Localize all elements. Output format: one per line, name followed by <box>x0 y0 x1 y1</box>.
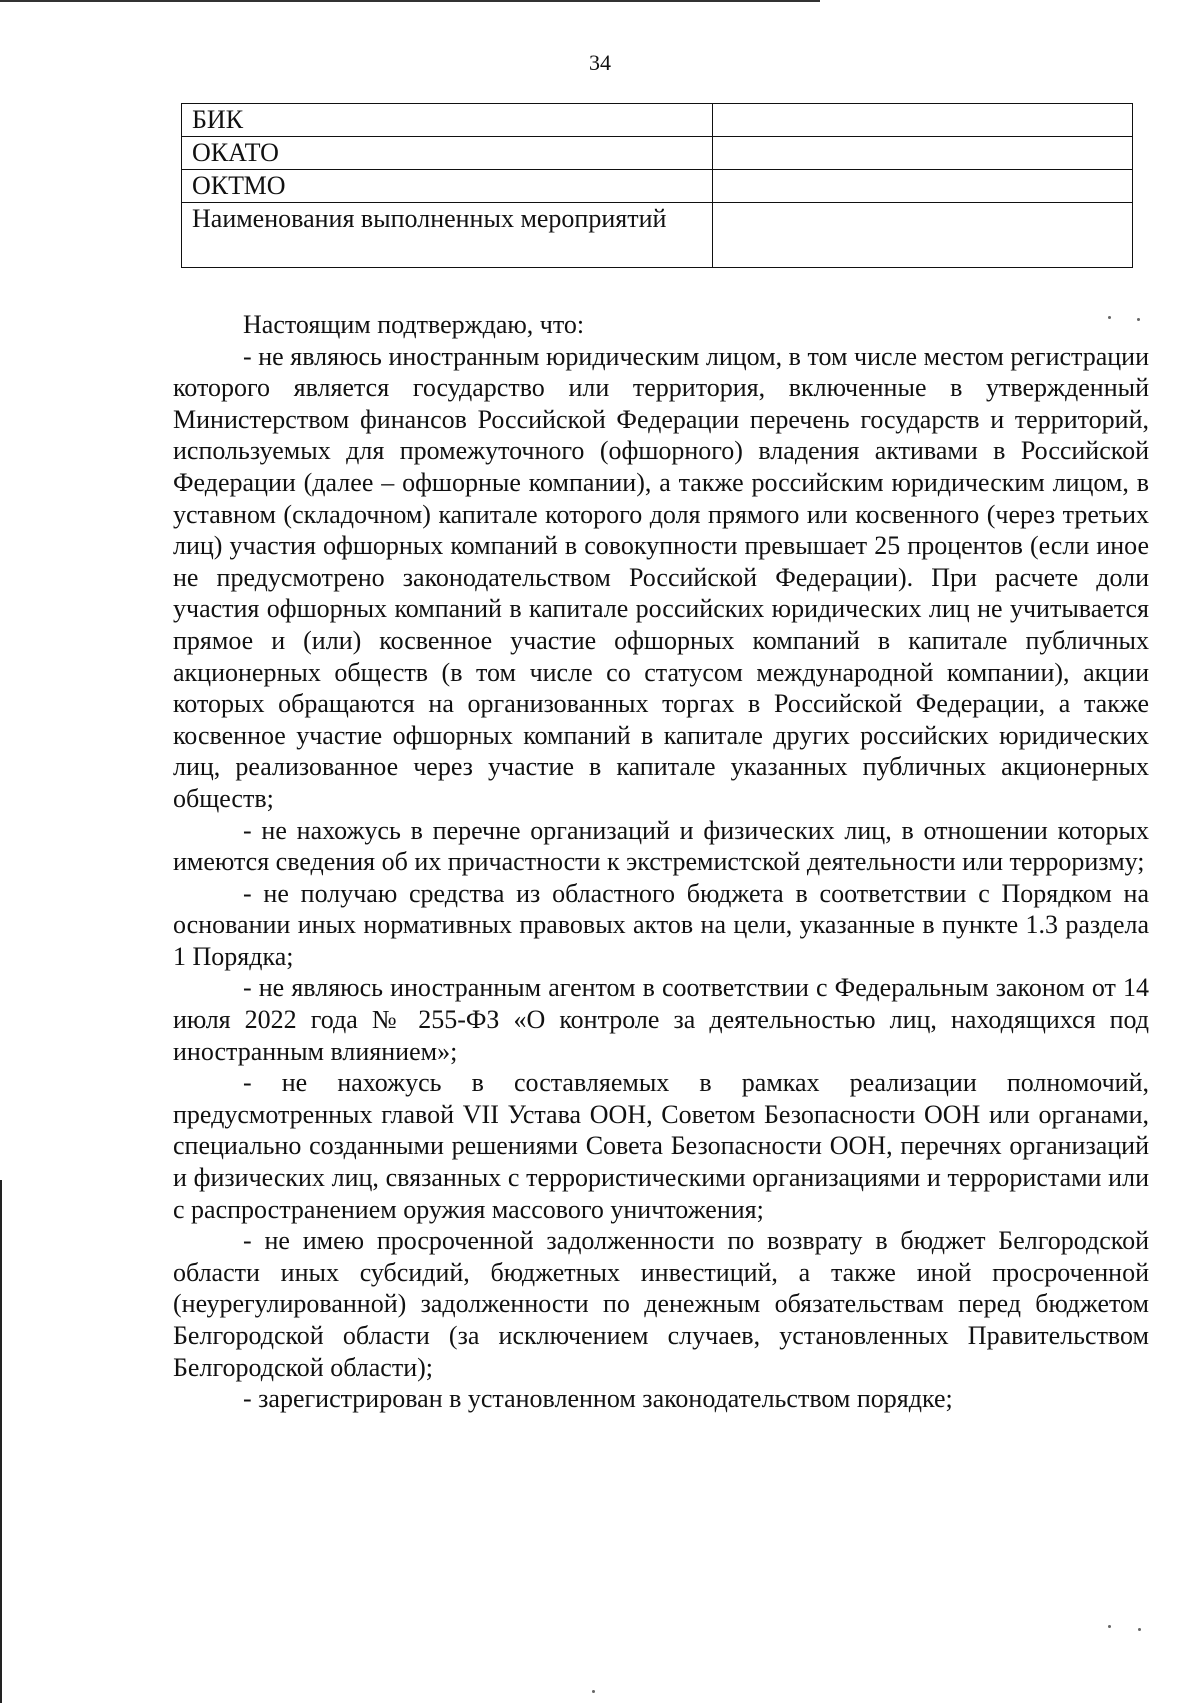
table-cell-value <box>713 170 1133 203</box>
table-cell-label: ОКАТО <box>182 137 713 170</box>
declaration-item-foreign-agent: - не являюсь иностранным агентом в соответствии с Федеральным законом от 14 июля 2022 года № 255-ФЗ «О контроле за деятельностью лиц, находящихся под иностранным влиянием»; <box>173 973 1149 1066</box>
table-cell-label: Наименования выполненных мероприятий <box>182 203 713 268</box>
table-row <box>182 137 1133 170</box>
table-cell-value <box>713 137 1133 170</box>
declaration-item-un-lists: - не нахожусь в составляемых в рамках реализации полномочий, предусмотренных главой VII Устава ООН, Советом Безопасности ООН или органами, специально созданными решениями Совета Безопасности ООН, перечнях организаций и физических лиц, связанных с террористическими организациями и террористами или с распространением оружия массового уничтожения; <box>173 1068 1149 1224</box>
scan-speck <box>1138 1628 1141 1631</box>
table-cell-value <box>713 104 1133 137</box>
table-cell-label: ОКТМО <box>182 170 713 203</box>
table-row <box>182 104 1133 137</box>
declaration-item-debt: - не имею просроченной задолженности по возврату в бюджет Белгородской области иных субсидий, бюджетных инвестиций, а также иной просроченной (неурегулированной) задолженности по денежным обязательствам перед бюджетом Белгородской области (за исключением случаев, установленных Правительством Белгородской области); <box>173 1226 1149 1382</box>
scan-speck <box>1108 316 1111 319</box>
declaration-item-extremism: - не нахожусь в перечне организаций и физических лиц, в отношении которых имеются сведения об их причастности к экстремистской деятельности или терроризму; <box>173 815 1149 877</box>
requisites-table <box>181 103 1133 268</box>
table-row <box>182 203 1133 268</box>
table-cell-label: БИК <box>182 104 713 137</box>
declaration-item-offshore: - не являюсь иностранным юридическим лицом, в том числе местом регистрации которого является государство или территория, включенные в утвержденный Министерством финансов Российской Федерации перечень государств и территорий, используемых для промежуточного (офшорного) владения активами в Российской Федерации (далее – офшорные компании), а также российским юридическим лицом, в уставном (складочном) капитале которого доля прямого или косвенного (через третьих лиц) участия офшорных компаний в совокупности превышает 25 процентов (если иное не предусмотрено законодательством Российской Федерации). При расчете доли участия офшорных компаний в капитале российских юридических лиц не учитывается прямое и (или) косвенное участие офшорных компаний в капитале публичных акционерных обществ (в том числе со статусом международной компании), акции которых обращаются на организованных торгах в Российской Федерации, а также косвенное участие офшорных компаний в капитале других российских юридических лиц, реализованное через участие в капитале указанных публичных акционерных обществ; <box>173 341 1149 813</box>
table-cell-value <box>713 203 1133 268</box>
declaration-item-registered: - зарегистрирован в установленном законодательством порядке; <box>243 1384 953 1414</box>
declaration-body <box>173 309 1149 1415</box>
page-number: 34 <box>589 50 611 75</box>
declaration-item-budget-funds: - не получаю средства из областного бюджета в соответствии с Порядком на основании иных нормативных правовых актов на цели, указанные в пункте 1.3 раздела 1 Порядка; <box>173 878 1149 971</box>
declaration-intro: Настоящим подтверждаю, что: <box>243 310 585 339</box>
scan-speck <box>1108 1625 1111 1628</box>
scan-speck <box>592 1690 595 1693</box>
scan-top-edge <box>0 0 820 2</box>
table-row <box>182 170 1133 203</box>
scan-speck <box>1137 318 1140 321</box>
scan-left-edge <box>0 1180 2 1703</box>
